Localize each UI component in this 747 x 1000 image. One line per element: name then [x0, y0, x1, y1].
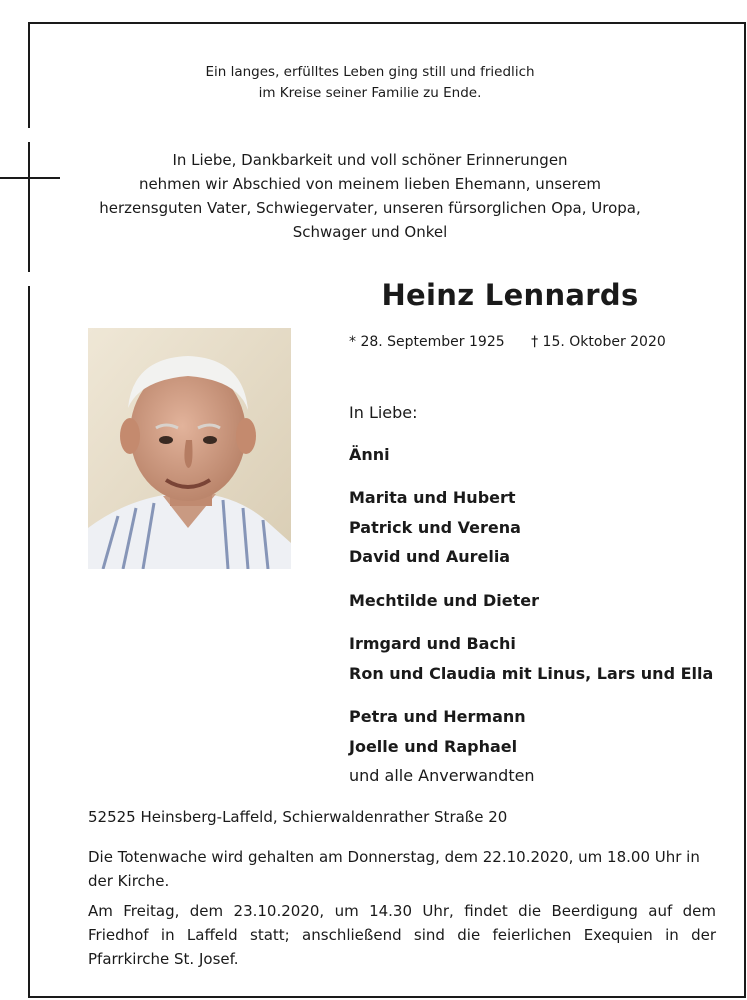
mourner-name: David und Aurelia	[349, 547, 511, 566]
mourners-closing: und alle Anverwandten	[349, 766, 535, 785]
frame-left-line-upper	[28, 22, 30, 128]
intro-line: In Liebe, Dankbarkeit und voll schöner Erinnerungen	[172, 151, 568, 169]
portrait-photo	[88, 328, 291, 569]
mourner-group	[349, 483, 729, 572]
portrait-photo-illustration	[88, 328, 291, 569]
frame-right-line	[744, 22, 746, 998]
birth-date: * 28. September 1925	[349, 334, 505, 350]
mourner-name: Patrick und Verena	[349, 517, 521, 537]
mourner-group	[349, 586, 729, 616]
mourner-name: Joelle und Raphael	[349, 736, 518, 756]
family-address: 52525 Heinsberg-Laffeld, Schierwaldenrather Straße 20	[88, 808, 508, 826]
mourner-name: Marita und Hubert	[349, 488, 516, 507]
frame-left-line-lower	[28, 286, 30, 998]
mourner-name: Ron und Claudia mit Linus, Lars und Ella	[349, 663, 714, 683]
cross-vertical-bar	[28, 142, 30, 272]
mourner-spouse: Änni	[349, 444, 390, 464]
mourners-list	[349, 398, 729, 791]
intro-text	[90, 148, 650, 244]
mourners-heading: In Liebe:	[349, 403, 418, 422]
funeral-notice: Am Freitag, dem 23.10.2020, um 14.30 Uhr, findet die Beerdigung auf dem Friedhof in Laffeld statt; anschließend sind die feierlichen Exequien in der Pfarrkirche St. Josef.	[88, 902, 716, 968]
mourner-name: Petra und Hermann	[349, 707, 526, 726]
motto-line: Ein langes, erfülltes Leben ging still und friedlich	[205, 64, 535, 80]
life-dates	[349, 334, 666, 350]
motto	[120, 62, 620, 104]
death-date: † 15. Oktober 2020	[531, 334, 666, 350]
motto-line: im Kreise seiner Familie zu Ende.	[258, 85, 482, 101]
frame-top-line	[28, 22, 746, 24]
frame-bottom-line	[28, 996, 746, 998]
deceased-name: Heinz Lennards	[381, 278, 639, 312]
mourner-name: Mechtilde und Dieter	[349, 590, 539, 610]
mourner-group	[349, 702, 729, 791]
cross-horizontal-bar	[0, 177, 60, 179]
wake-notice: Die Totenwache wird gehalten am Donnerstag, dem 22.10.2020, um 18.00 Uhr in der Kirche.	[88, 848, 700, 890]
intro-line: nehmen wir Abschied von meinem lieben Ehemann, unserem	[138, 175, 602, 193]
intro-line: Schwager und Onkel	[292, 223, 448, 241]
mourner-name: Irmgard und Bachi	[349, 634, 516, 653]
intro-line: herzensguten Vater, Schwiegervater, unseren fürsorglichen Opa, Uropa,	[99, 199, 641, 217]
mourner-group	[349, 629, 729, 688]
